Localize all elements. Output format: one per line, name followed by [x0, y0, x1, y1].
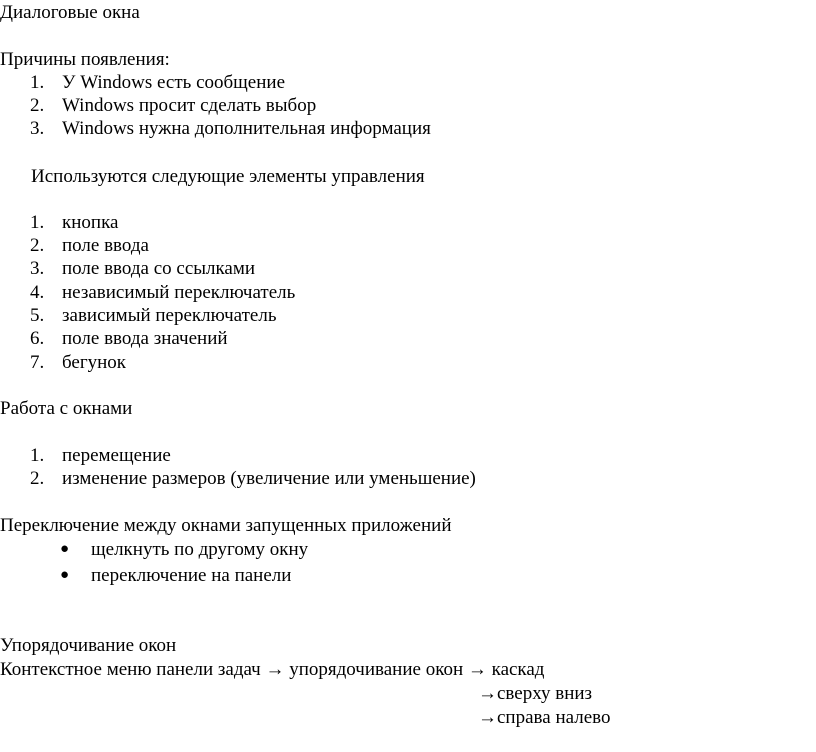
- document-title: Диалоговые окна: [0, 2, 140, 23]
- list-number: 2.: [30, 95, 45, 116]
- list-item-text: изменение размеров (увеличение или уменьшение): [62, 468, 476, 489]
- windows-work-heading: Работа с окнами: [0, 398, 133, 419]
- switching-heading: Переключение между окнами запущенных приложений: [0, 515, 452, 536]
- arranging-path: Контекстное меню панели задач → упорядочивание окон → каскад: [0, 659, 545, 680]
- list-item-text: поле ввода: [62, 235, 149, 256]
- list-item-text: перемещение: [62, 445, 171, 466]
- bullet-item-text: переключение на панели: [91, 565, 292, 586]
- list-item-text: Windows просит сделать выбор: [62, 95, 317, 116]
- list-number: 1.: [30, 72, 45, 93]
- list-number: 1.: [30, 212, 45, 233]
- bullet-dot-icon: ●: [60, 541, 70, 557]
- arranging-option: →справа налево: [478, 707, 611, 728]
- list-item-text: зависимый переключатель: [62, 305, 277, 326]
- list-item-text: бегунок: [62, 352, 127, 373]
- bullet-dot-icon: ●: [60, 567, 70, 583]
- list-item-text: независимый переключатель: [62, 282, 296, 303]
- list-number: 2.: [30, 235, 45, 256]
- list-item-text: поле ввода со ссылками: [62, 258, 256, 279]
- list-number: 3.: [30, 258, 45, 279]
- arranging-option: →сверху вниз: [478, 683, 593, 704]
- list-number: 4.: [30, 282, 45, 303]
- list-item-text: поле ввода значений: [62, 328, 228, 349]
- arranging-heading: Упорядочивание окон: [0, 635, 177, 656]
- list-item-text: У Windows есть сообщение: [62, 72, 286, 93]
- list-number: 2.: [30, 468, 45, 489]
- list-number: 3.: [30, 118, 45, 139]
- list-item-text: кнопка: [62, 212, 119, 233]
- bullet-item-text: щелкнуть по другому окну: [91, 539, 309, 560]
- list-number: 1.: [30, 445, 45, 466]
- list-number: 5.: [30, 305, 45, 326]
- list-number: 6.: [30, 328, 45, 349]
- reasons-heading: Причины появления:: [0, 49, 170, 70]
- controls-heading: Используются следующие элементы управления: [31, 166, 425, 187]
- list-number: 7.: [30, 352, 45, 373]
- list-item-text: Windows нужна дополнительная информация: [62, 118, 431, 139]
